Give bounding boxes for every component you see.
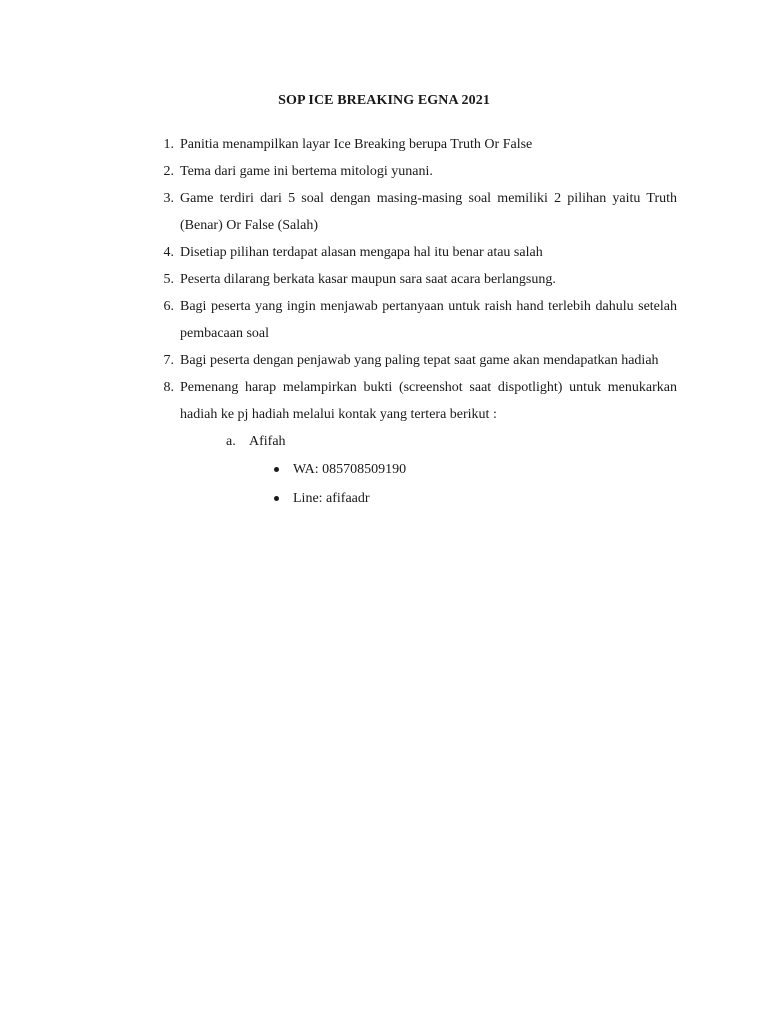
item-text: Tema dari game ini bertema mitologi yunani.	[180, 164, 433, 179]
contact-detail-text: Line: afifaadr	[293, 491, 370, 506]
list-item	[150, 347, 677, 374]
document-title: SOP ICE BREAKING EGNA 2021	[278, 93, 490, 108]
item-number: 2.	[163, 164, 174, 179]
contact-detail-item	[270, 455, 677, 484]
contact-detail-item	[270, 484, 677, 513]
list-item	[150, 374, 677, 428]
list-item	[150, 239, 677, 266]
item-text: Game terdiri dari 5 soal dengan masing-masing soal memiliki 2 pilihan yaitu Truth (Benar) Or False (Salah)	[180, 191, 677, 233]
list-item	[150, 131, 677, 158]
contact-detail-text: WA: 085708509190	[293, 462, 407, 477]
subitem-letter: a.	[226, 434, 236, 449]
contact-detail-list	[150, 455, 677, 513]
item-text: Peserta dilarang berkata kasar maupun sara saat acara berlangsung.	[180, 272, 556, 287]
contact-name: Afifah	[249, 434, 286, 449]
list-item	[150, 158, 677, 185]
bullet-icon	[274, 467, 279, 472]
item-number: 3.	[163, 191, 174, 206]
list-item	[150, 266, 677, 293]
item-number: 6.	[163, 299, 174, 314]
item-text: Panitia menampilkan layar Ice Breaking berupa Truth Or False	[180, 137, 533, 152]
item-text: Bagi peserta yang ingin menjawab pertanyaan untuk raish hand terlebih dahulu setelah pembacaan soal	[180, 299, 677, 341]
list-item	[150, 293, 677, 347]
item-text: Disetiap pilihan terdapat alasan mengapa hal itu benar atau salah	[180, 245, 543, 260]
item-text: Pemenang harap melampirkan bukti (screenshot saat dispotlight) untuk menukarkan hadiah ke pj hadiah melalui kontak yang tertera berikut :	[180, 380, 677, 422]
item-number: 7.	[163, 353, 174, 368]
item-number: 8.	[163, 380, 174, 395]
list-item	[150, 185, 677, 239]
item-number: 1.	[163, 137, 174, 152]
contact-details	[150, 455, 677, 513]
bullet-icon	[274, 496, 279, 501]
item-number: 4.	[163, 245, 174, 260]
item-text: Bagi peserta dengan penjawab yang paling tepat saat game akan mendapatkan hadiah	[180, 353, 659, 368]
item-number: 5.	[163, 272, 174, 287]
sop-list	[150, 131, 677, 513]
contact-subitem	[226, 428, 677, 455]
